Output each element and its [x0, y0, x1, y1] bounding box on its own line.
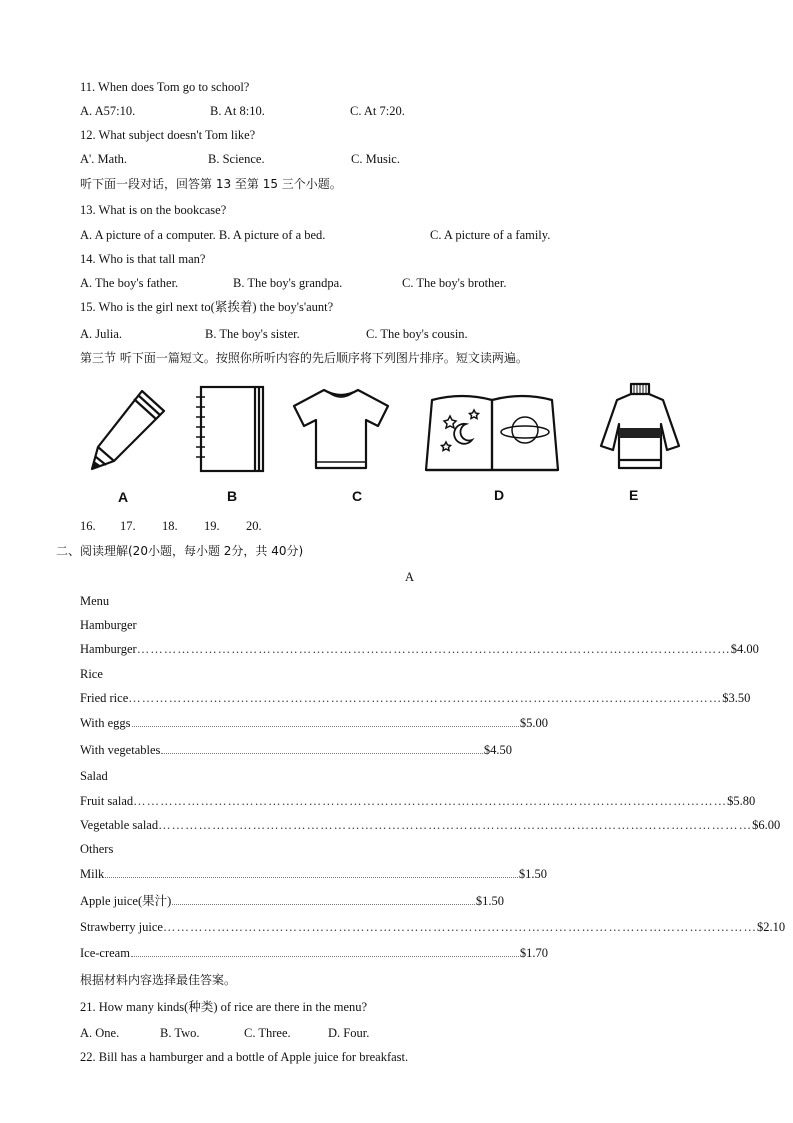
picture-label-c: C	[352, 488, 363, 504]
item-price: $4.00	[730, 642, 759, 656]
menu-item-with-vegetables	[80, 742, 512, 758]
menu-category-others: Others	[80, 842, 114, 856]
item-name: With vegetables	[80, 743, 161, 757]
answer-20: 20.	[246, 519, 262, 533]
item-name: Milk	[80, 867, 105, 881]
picture-label-b: B	[227, 488, 238, 504]
item-name: Fruit salad	[80, 794, 134, 808]
q13-option-c: C. A picture of a family.	[430, 228, 551, 242]
item-name: Apple juice(果汁)	[80, 894, 172, 908]
answer-19: 19.	[204, 519, 220, 533]
menu-item-with-eggs	[80, 715, 548, 731]
leader-dots: ……………………………………………………………………………………………………………………	[133, 794, 728, 808]
item-name: Ice-cream	[80, 946, 130, 960]
q14-option-b: B. The boy's grandpa.	[233, 276, 343, 290]
leader-dots: ……………………………………………………………………………………………………………………	[162, 920, 757, 934]
picture-label-d: D	[494, 487, 505, 503]
menu-category-hamburger: Hamburger	[80, 618, 137, 632]
q12-option-a: A'. Math.	[80, 152, 128, 166]
item-price: $1.70	[519, 946, 548, 960]
item-name: Strawberry juice	[80, 920, 163, 934]
answer-18: 18.	[162, 519, 178, 533]
q21-option-b: B. Two.	[160, 1026, 200, 1040]
leader-dots	[131, 947, 519, 957]
menu-item-vegetable-salad	[80, 817, 781, 833]
menu-item-fried-rice	[80, 690, 751, 706]
leader-dots: ……………………………………………………………………………………………………………………	[128, 691, 723, 705]
leader-dots	[172, 895, 475, 905]
question-21: 21. How many kinds(种类) of rice are there in the menu?	[80, 1000, 368, 1014]
leader-dots	[105, 868, 518, 878]
item-price: $2.10	[756, 920, 786, 934]
leader-dots	[161, 744, 483, 754]
q13-option-a-b: A. A picture of a computer. B. A picture of a bed.	[80, 228, 326, 242]
answer-17: 17.	[120, 519, 136, 533]
menu-item-strawberry-juice	[80, 919, 786, 935]
leader-dots	[132, 717, 519, 727]
q15-option-a: A. Julia.	[80, 327, 123, 341]
leader-dots: ……………………………………………………………………………………………………………………	[158, 818, 753, 832]
question-12: 12. What subject doesn't Tom like?	[80, 128, 256, 142]
q11-option-c: C. At 7:20.	[350, 104, 405, 118]
picture-label-e: E	[629, 487, 639, 503]
q21-option-d: D. Four.	[328, 1026, 370, 1040]
item-name: Fried rice	[80, 691, 129, 705]
menu-title: Menu	[80, 594, 110, 608]
item-price: $5.80	[727, 794, 756, 808]
question-15: 15. Who is the girl next to(紧挨着) the boy's'aunt?	[80, 300, 334, 314]
q14-option-c: C. The boy's brother.	[402, 276, 507, 290]
q11-option-a: A. A57:10.	[80, 104, 136, 118]
item-price: $3.50	[722, 691, 751, 705]
book-planet-moon-icon	[422, 388, 562, 472]
question-14: 14. Who is that tall man?	[80, 252, 206, 266]
picture-label-a: A	[118, 489, 129, 505]
q21-option-c: C. Three.	[244, 1026, 291, 1040]
q11-option-b: B. At 8:10.	[210, 104, 265, 118]
leader-dots: ……………………………………………………………………………………………………………………	[136, 642, 731, 656]
sweater-icon	[595, 380, 685, 474]
item-price: $6.00	[752, 818, 781, 832]
menu-item-milk	[80, 866, 547, 882]
item-name: Hamburger	[80, 642, 137, 656]
answer-16: 16.	[80, 519, 96, 533]
reading-instruction: 根据材料内容选择最佳答案。	[80, 973, 237, 987]
menu-category-salad: Salad	[80, 769, 108, 783]
menu-item-hamburger	[80, 641, 759, 657]
passage-label: A	[405, 570, 415, 584]
question-22: 22. Bill has a hamburger and a bottle of Apple juice for breakfast.	[80, 1050, 409, 1064]
q12-option-b: B. Science.	[208, 152, 265, 166]
q12-option-c: C. Music.	[351, 152, 400, 166]
q21-option-a: A. One.	[80, 1026, 120, 1040]
q15-option-c: C. The boy's cousin.	[366, 327, 468, 341]
pencil-icon	[84, 385, 170, 475]
question-13: 13. What is on the bookcase?	[80, 203, 227, 217]
notebook-icon	[192, 383, 268, 475]
q14-option-a: A. The boy's father.	[80, 276, 179, 290]
menu-category-rice: Rice	[80, 667, 103, 681]
item-price: $4.50	[483, 743, 512, 757]
reading-heading: 二、阅读理解(20小题，每小题 2分，共 40分)	[56, 544, 304, 558]
item-price: $5.00	[519, 716, 548, 730]
question-11: 11. When does Tom go to school?	[80, 80, 250, 94]
menu-item-ice-cream	[80, 945, 548, 961]
q15-option-b: B. The boy's sister.	[205, 327, 300, 341]
item-name: With eggs	[80, 716, 131, 730]
item-price: $1.50	[518, 867, 547, 881]
menu-item-fruit-salad	[80, 793, 756, 809]
tshirt-icon	[290, 386, 392, 472]
item-price: $1.50	[475, 894, 504, 908]
menu-item-apple-juice	[80, 893, 504, 909]
item-name: Vegetable salad	[80, 818, 159, 832]
instruction-13-15: 听下面一段对话，回答第 13 至第 15 三个小题。	[80, 177, 342, 191]
section-3-instruction: 第三节 听下面一篇短文。按照你所听内容的先后顺序将下列图片排序。短文读两遍。	[80, 351, 528, 365]
